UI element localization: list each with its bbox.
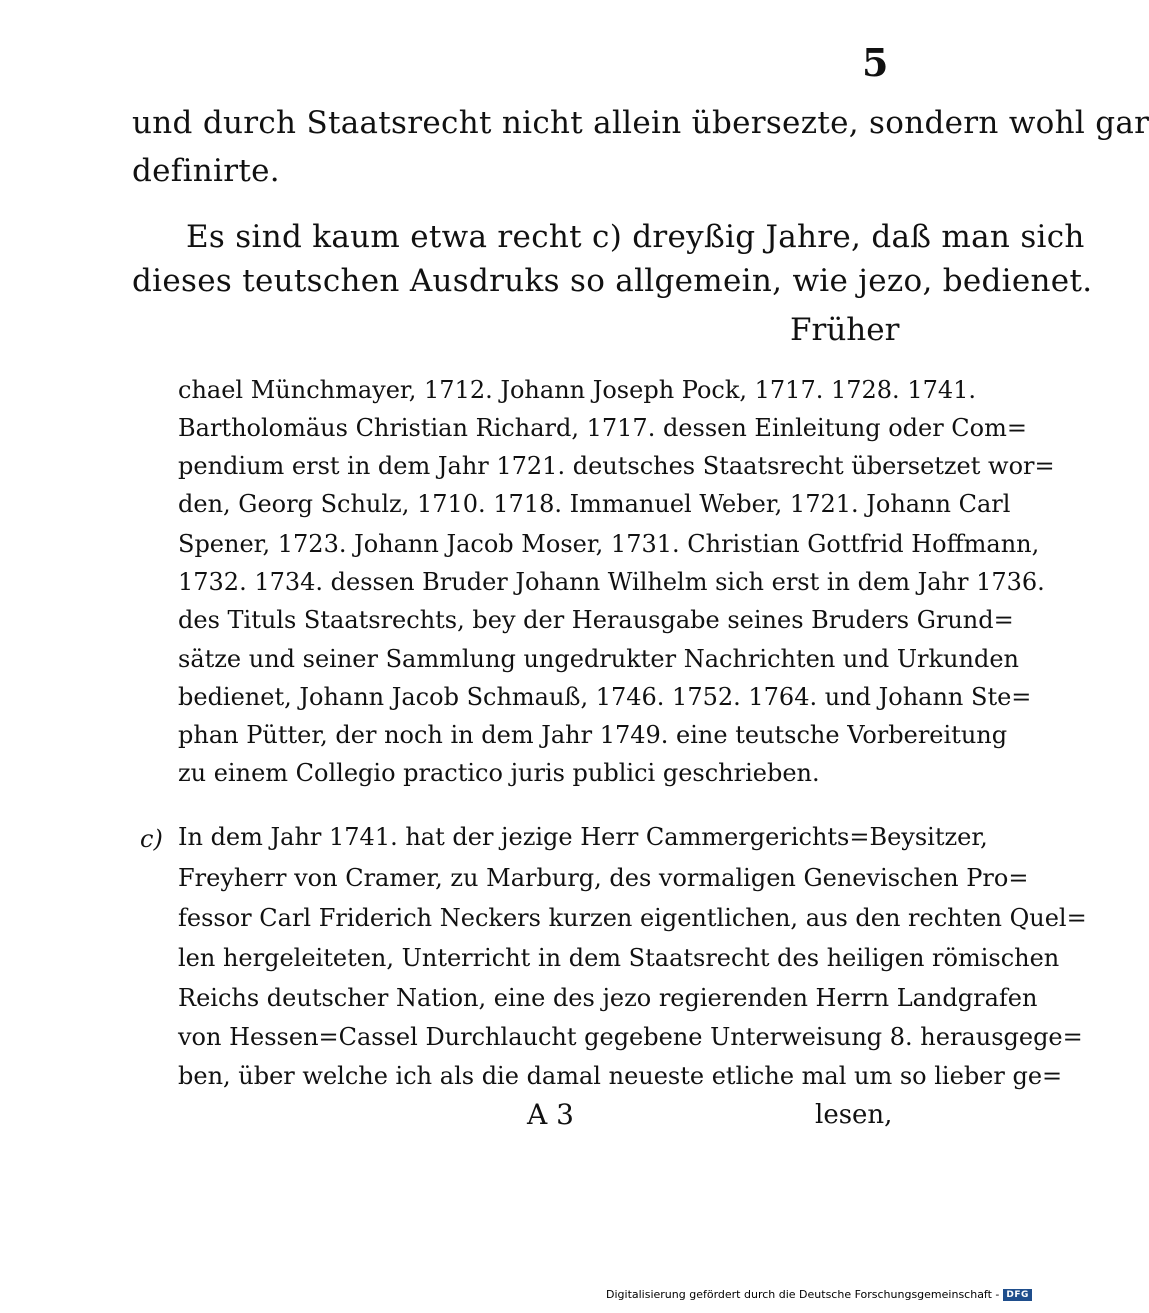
dfg-logo: DFG bbox=[1003, 1289, 1032, 1301]
catchword-main: Früher bbox=[790, 312, 900, 348]
footnote-line: zu einem Collegio practico juris publici geschrieben. bbox=[178, 759, 820, 787]
footnote-line: ben, über welche ich als die damal neueste etliche mal um so lieber ge= bbox=[178, 1062, 1063, 1090]
footnote-line: chael Münchmayer, 1712. Johann Joseph Pock, 1717. 1728. 1741. bbox=[178, 376, 977, 404]
main-text-line: dieses teutschen Ausdruks so allgemein, wie jezo, bedienet. bbox=[132, 263, 1093, 299]
footnote-line: Freyherr von Cramer, zu Marburg, des vormaligen Genevischen Pro= bbox=[178, 864, 1029, 892]
footnote-line: Bartholomäus Christian Richard, 1717. dessen Einleitung oder Com= bbox=[178, 414, 1027, 442]
main-text-line: Es sind kaum etwa recht c) dreyßig Jahre, daß man sich bbox=[186, 219, 1085, 255]
main-text-line: und durch Staatsrecht nicht allein übersezte, sondern wohl gar bbox=[132, 105, 1149, 141]
footnote-line: fessor Carl Friderich Neckers kurzen eigentlichen, aus den rechten Quel= bbox=[178, 904, 1087, 932]
catchword-footer: lesen, bbox=[815, 1100, 893, 1130]
footnote-line: In dem Jahr 1741. hat der jezige Herr Cammergerichts=Beysitzer, bbox=[178, 823, 988, 851]
footnote-line: den, Georg Schulz, 1710. 1718. Immanuel Weber, 1721. Johann Carl bbox=[178, 490, 1011, 518]
footnote-line: von Hessen=Cassel Durchlaucht gegebene Unterweisung 8. herausgege= bbox=[178, 1023, 1083, 1051]
signature-mark: A 3 bbox=[527, 1098, 574, 1131]
credit-text: Digitalisierung gefördert durch die Deutsche Forschungsgemeinschaft - bbox=[606, 1288, 1000, 1301]
footnote-line: pendium erst in dem Jahr 1721. deutsches Staatsrecht übersetzet wor= bbox=[178, 452, 1055, 480]
footnote-line: bedienet, Johann Jacob Schmauß, 1746. 1752. 1764. und Johann Ste= bbox=[178, 683, 1032, 711]
footnote-marker: c) bbox=[140, 825, 163, 853]
footnote-line: len hergeleiteten, Unterricht in dem Staatsrecht des heiligen römischen bbox=[178, 944, 1060, 972]
footnote-line: sätze und seiner Sammlung ungedrukter Nachrichten und Urkunden bbox=[178, 645, 1019, 673]
footnote-line: phan Pütter, der noch in dem Jahr 1749. eine teutsche Vorbereitung bbox=[178, 721, 1008, 749]
footnote-line: Spener, 1723. Johann Jacob Moser, 1731. Christian Gottfrid Hoffmann, bbox=[178, 530, 1040, 558]
digitization-credit bbox=[606, 1288, 1032, 1301]
footnote-line: 1732. 1734. dessen Bruder Johann Wilhelm sich erst in dem Jahr 1736. bbox=[178, 568, 1045, 596]
footnote-line: Reichs deutscher Nation, eine des jezo regierenden Herrn Landgrafen bbox=[178, 984, 1038, 1012]
page-number: 5 bbox=[862, 40, 889, 85]
main-text-line: definirte. bbox=[132, 153, 280, 189]
footnote-line: des Tituls Staatsrechts, bey der Herausgabe seines Bruders Grund= bbox=[178, 606, 1014, 634]
